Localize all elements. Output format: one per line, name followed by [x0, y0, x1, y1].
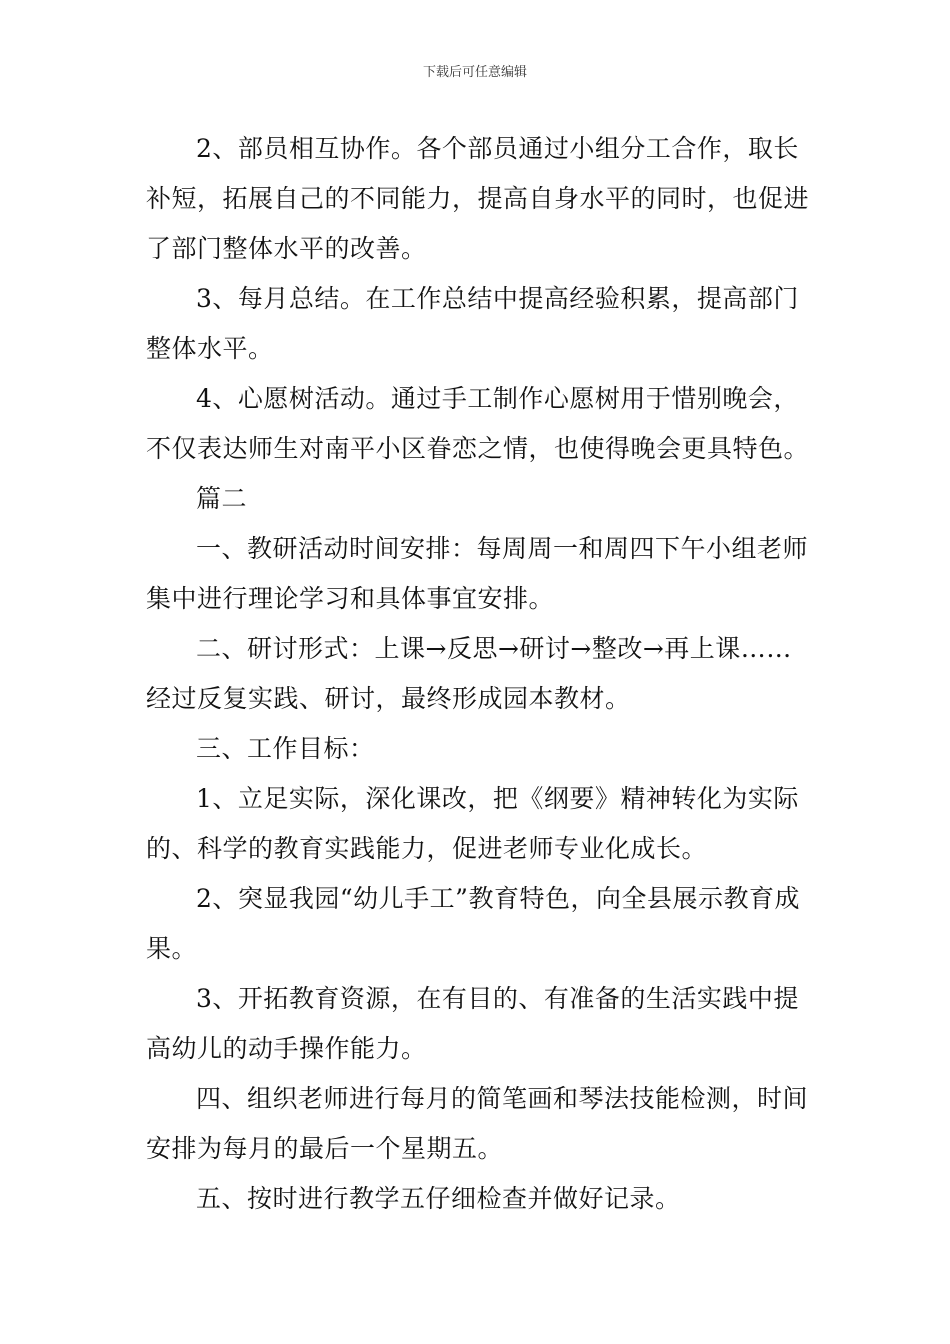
- page-header: 下载后可任意编辑: [422, 65, 527, 80]
- document-body: [146, 124, 810, 1224]
- paragraph-8: 1、立足实际，深化课改，把《纲要》精神转化为实际的、科学的教育实践能力，促进老师专业化成长。: [146, 784, 799, 863]
- paragraph-1: 2、部员相互协作。各个部员通过小组分工合作，取长补短，拓展自己的不同能力，提高自身水平的同时，也促进了部门整体水平的改善。: [146, 134, 810, 263]
- paragraph-10: 3、开拓教育资源，在有目的、有准备的生活实践中提高幼儿的动手操作能力。: [146, 984, 799, 1063]
- paragraph-7: 三、工作目标：: [196, 734, 375, 763]
- paragraph-3: 4、心愿树活动。通过手工制作心愿树用于惜别晚会，不仅表达师生对南平小区眷恋之情，也使得晚会更具特色。: [146, 384, 810, 463]
- paragraph-5: 一、教研活动时间安排：每周周一和周四下午小组老师集中进行理论学习和具体事宜安排。: [146, 534, 809, 613]
- paragraph-11: 四、组织老师进行每月的简笔画和琴法技能检测，时间安排为每月的最后一个星期五。: [146, 1084, 809, 1163]
- paragraph-2: 3、每月总结。在工作总结中提高经验积累，提高部门整体水平。: [146, 284, 799, 363]
- paragraph-9: 2、突显我园“幼儿手工”教育特色，向全县展示教育成果。: [146, 884, 800, 963]
- paragraph-6: 二、研讨形式：上课→反思→研讨→整改→再上课……经过反复实践、研讨，最终形成园本教材。: [146, 634, 792, 713]
- section-heading: 篇二: [196, 484, 248, 513]
- paragraph-12: 五、按时进行教学五仔细检查并做好记录。: [196, 1184, 681, 1213]
